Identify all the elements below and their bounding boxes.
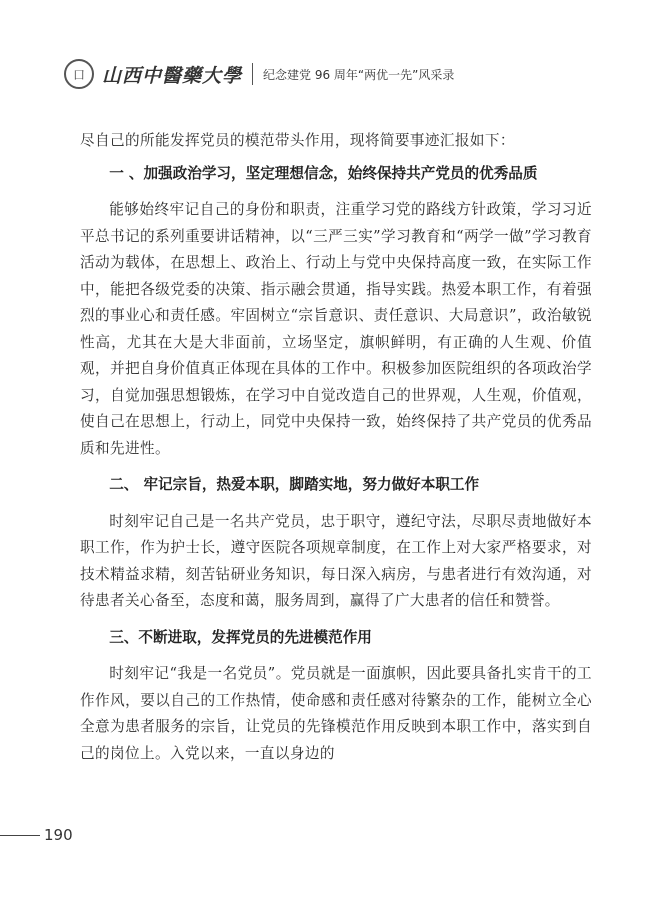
footer-rule	[0, 835, 40, 836]
header-divider	[252, 63, 253, 85]
section-3-heading: 三、不断进取，发挥党员的先进模范作用	[109, 628, 372, 646]
page-body	[80, 128, 592, 767]
section-2-paragraph: 时刻牢记自己是一名共产党员，忠于职守，遵纪守法，尽职尽责地做好本职工作，作为护士长，遵守医院各项规章制度，在工作上对大家严格要求，对技术精益求精，刻苦钻研业务知识，每日深入病房，与患者进行有效沟通，对待患者关心备至，态度和蔼，服务周到，赢得了广大患者的信任和赞誉。	[80, 512, 592, 609]
section-2-heading: 二、 牢记宗旨，热爱本职，脚踏实地，努力做好本职工作	[109, 476, 480, 493]
header-subtitle: 纪念建党 96 周年“两优一先”风采录	[263, 67, 455, 82]
page-footer	[0, 826, 73, 844]
page-number: 190	[44, 826, 73, 844]
university-logo-wordmark: 山西中醫藥大學	[102, 64, 243, 87]
section-1-heading: 一 、加强政治学习，坚定理想信念，始终保持共产党员的优秀品质	[109, 164, 538, 182]
section-1-paragraph: 能够始终牢记自己的身份和职责，注重学习党的路线方针政策，学习习近平总书记的系列重要讲话精神，以“三严三实”学习教育和“两学一做”学习教育活动为载体，在思想上、政治上、行动上与党中央保持高度一致，在实际工作中，能把各级党委的决策、指示融会贯通，指导实践。热爱本职工作，有着强烈的事业心和责任感。牢固树立“宗旨意识、责任意识、大局意识”，政治敏锐性高，尤其在大是大非面前，立场坚定，旗帜鲜明，有正确的人生观、价值观，并把自身价值真正体现在具体的工作中。积极参加医院组织的各项政治学习，自觉加强思想锻炼，在学习中自觉改造自己的世界观，人生观，价值观，使自己在思想上，行动上，同党中央保持一致，始终保持了共产党员的优秀品质和先进性。	[80, 201, 592, 457]
page-header	[64, 56, 454, 92]
university-seal-icon: 口	[64, 59, 94, 89]
section-3-paragraph: 时刻牢记“我是一名党员”。党员就是一面旗帜，因此要具备扎实肯干的工作作风，要以自己的工作热情，使命感和责任感对待繁杂的工作，能树立全心全意为患者服务的宗旨，让党员的先锋模范作用反映到本职工作中，落实到自己的岗位上。入党以来，一直以身边的	[80, 665, 592, 762]
intro-paragraph: 尽自己的所能发挥党员的模范带头作用，现将简要事迹汇报如下：	[80, 132, 515, 149]
